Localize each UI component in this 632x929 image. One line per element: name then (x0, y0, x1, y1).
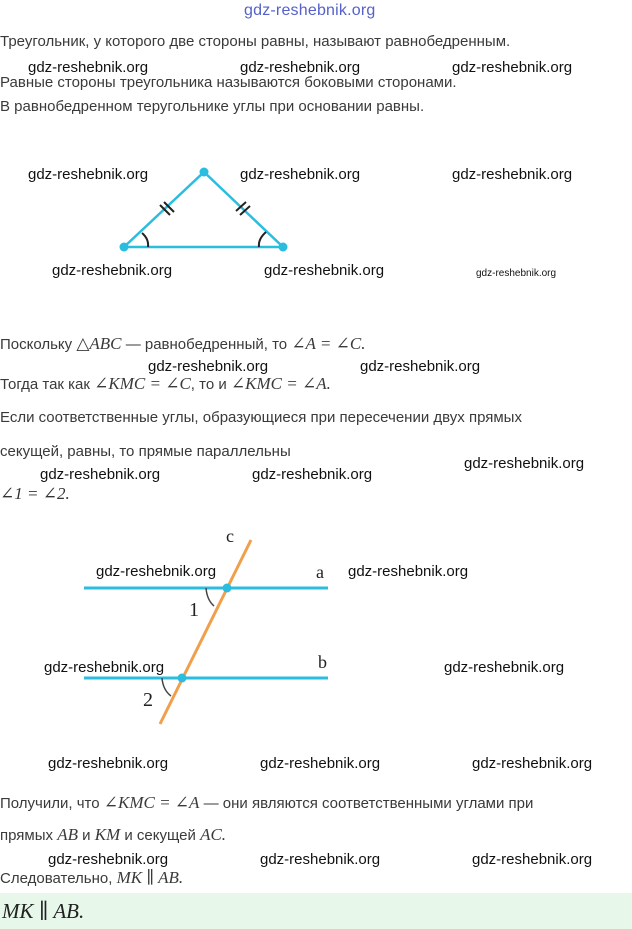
intro-line-1: Треугольник, у которого две стороны равны, называют равнобедренным. (0, 33, 511, 50)
watermark: gdz-reshebnik.org (44, 659, 165, 676)
answer-text: MK ∥ AB. (2, 899, 85, 923)
lines-km: KM (94, 825, 121, 844)
triangle-outline (124, 172, 283, 247)
intersection-point (223, 584, 232, 593)
watermark: gdz-reshebnik.org (360, 358, 481, 375)
then-math2: ∠KMC = ∠A. (230, 374, 331, 393)
therefore-prefix: Следовательно, (0, 870, 113, 887)
since-mid: — равнобедренный, то (125, 336, 288, 353)
lines-ab: AB (57, 825, 78, 844)
vertex-point (120, 243, 129, 252)
angle-arc (259, 232, 266, 247)
watermark: gdz-reshebnik.org (28, 59, 149, 76)
watermark: gdz-reshebnik.org (472, 755, 593, 772)
then-prefix: Тогда так как (0, 376, 90, 393)
rule-line-1: Если соответственные углы, образующиеся при пересечении двух прямых (0, 409, 522, 426)
angle-arc (142, 233, 148, 247)
lines-ac: AC. (200, 825, 227, 844)
since-math2: ∠A = ∠C. (291, 334, 366, 353)
watermark: gdz-reshebnik.org (444, 659, 565, 676)
then-math: ∠KMC = ∠C (94, 374, 191, 393)
answer-box (0, 893, 632, 929)
watermark: gdz-reshebnik.org (464, 455, 585, 472)
intro-line-3: В равнобедренном теругольнике углы при основании равны. (0, 98, 425, 115)
therefore-math: MK ∥ AB. (116, 868, 184, 887)
watermark: gdz-reshebnik.org (240, 166, 361, 183)
intro-line-2: Равные стороны треугольника называются боковыми сторонами. (0, 74, 457, 91)
got-math: ∠KMC = ∠A (103, 793, 200, 812)
watermark: gdz-reshebnik.org (472, 851, 593, 868)
then-line (0, 374, 331, 394)
therefore-line (0, 868, 183, 888)
got-prefix: Получили, что (0, 795, 100, 812)
watermark: gdz-reshebnik.org (348, 563, 469, 580)
parallel-lines-diagram (0, 520, 632, 740)
lines-and: и (82, 827, 91, 844)
intersection-point (178, 674, 187, 683)
label-c: c (226, 526, 234, 546)
watermark: gdz-reshebnik.org (264, 262, 385, 279)
watermark: gdz-reshebnik.org (260, 755, 381, 772)
watermark: gdz-reshebnik.org (452, 59, 573, 76)
since-prefix: Поскольку (0, 336, 73, 353)
lines-sec: и секущей (124, 827, 196, 844)
angle-arc-1 (206, 588, 214, 606)
angle-label-1: 1 (189, 599, 199, 621)
got-line (0, 793, 533, 813)
then-mid: , то и (190, 376, 227, 393)
watermark: gdz-reshebnik.org (452, 166, 573, 183)
watermark: gdz-reshebnik.org (240, 59, 361, 76)
watermark: gdz-reshebnik.org (252, 466, 373, 483)
since-math: △ABC (76, 334, 122, 353)
watermark: gdz-reshebnik.org (52, 262, 173, 279)
lines-line (0, 825, 226, 845)
watermark: gdz-reshebnik.org (48, 851, 169, 868)
angle-arc-2 (162, 678, 171, 696)
since-line (0, 334, 365, 354)
watermark: gdz-reshebnik.org (148, 358, 269, 375)
watermark: gdz-reshebnik.org (476, 268, 557, 279)
lines-prefix: прямых (0, 827, 54, 844)
angle-label-2: 2 (143, 689, 153, 711)
watermark: gdz-reshebnik.org (48, 755, 169, 772)
vertex-point (200, 168, 209, 177)
watermark: gdz-reshebnik.org (260, 851, 381, 868)
watermark: gdz-reshebnik.org (28, 166, 149, 183)
watermark: gdz-reshebnik.org (96, 563, 217, 580)
vertex-point (279, 243, 288, 252)
watermark-top: gdz-reshebnik.org (244, 2, 376, 19)
angles-equal: ∠1 = ∠2. (0, 484, 70, 503)
got-suffix: — они являются соответственными углами при (203, 795, 534, 812)
watermark: gdz-reshebnik.org (40, 466, 161, 483)
rule-line-2: секущей, равны, то прямые параллельны (0, 443, 291, 460)
label-b: b (318, 652, 327, 672)
label-a: a (316, 562, 324, 582)
